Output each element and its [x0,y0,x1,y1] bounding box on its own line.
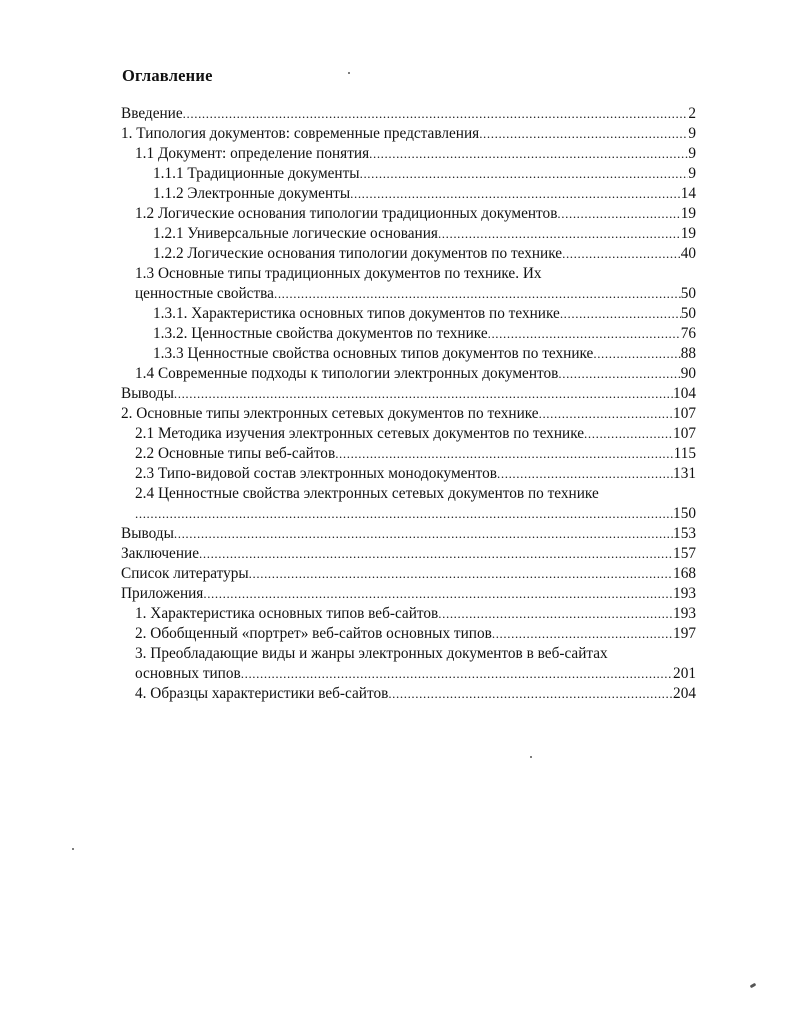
toc-entry [118,324,696,344]
toc-entry-page: 204 [673,685,696,702]
toc-leader-dots [174,384,673,404]
toc-entry [118,664,696,684]
toc-entry-title: 2. Обобщенный «портрет» веб-сайтов основных типов [135,625,492,642]
toc-entry-page: 193 [673,585,696,602]
toc-entry-page: 157 [673,545,696,562]
toc-entry-page: 201 [673,665,696,682]
toc-entry [118,364,696,384]
toc-leader-dots [241,664,673,684]
toc-entry-title: Выводы [121,525,174,542]
toc-entry [118,604,696,624]
toc-entry-title: 2. Основные типы электронных сетевых документов по технике [121,405,539,422]
toc-leader-dots [438,604,673,624]
toc-entry-page: 19 [680,225,696,242]
toc-entry-page: 90 [680,365,696,382]
toc-leader-dots [497,464,673,484]
toc-entry-page: 9 [688,145,696,162]
toc-leader-dots [335,444,673,464]
toc-entry [118,104,696,124]
toc-entry-title-line1: 2.4 Ценностные свойства электронных сетевых документов по технике [135,485,599,502]
toc-leader-dots [203,584,673,604]
toc-leader-dots [488,324,681,344]
toc-entry [118,144,696,164]
toc-entry-title: 1.2.2 Логические основания типологии документов по технике [153,245,563,262]
toc-entry-title: 1.1.1 Традиционные документы [153,165,360,182]
toc-entry [118,184,696,204]
toc-entry [118,584,696,604]
toc-entry-title: Заключение [121,545,200,562]
toc-entry-page: 19 [680,205,696,222]
toc-entry-page: 131 [673,465,696,482]
toc-leader-dots [557,204,680,224]
scan-speck [348,72,350,74]
toc-entry-page: 168 [673,565,696,582]
toc-entry [118,204,696,224]
toc-entry-page: 150 [673,505,696,522]
toc-entry [118,124,696,144]
scan-speck [750,983,757,989]
toc-entry-page: 104 [673,385,696,402]
toc-entry-page: 76 [680,325,696,342]
toc-entry-title-line1: 1.3 Основные типы традиционных документов по технике. Их [135,265,542,282]
toc-entry-page: 50 [680,305,696,322]
toc-entry-title: 1.3.2. Ценностные свойства документов по технике [153,325,488,342]
toc-entry [118,244,696,264]
toc-entry [118,464,696,484]
toc-entry [118,344,696,364]
toc-entry-page: 88 [680,345,696,362]
toc-entry-title: 2.3 Типо-видовой состав электронных монодокументов [135,465,498,482]
toc-entry-page: 193 [673,605,696,622]
toc-entry [118,304,696,324]
toc-entry-title: Введение [121,105,183,122]
toc-entry-title: 2.2 Основные типы веб-сайтов [135,445,336,462]
toc-leader-dots [388,684,673,704]
toc-entry-page: 50 [680,285,696,302]
toc-leader-dots [350,184,681,204]
toc-entry [118,424,696,444]
toc-leader-dots [584,424,673,444]
toc-entry-title: Список литературы [121,565,249,582]
toc-entry-title: 1. Характеристика основных типов веб-сайтов [135,605,439,622]
toc-leader-dots [479,124,688,144]
toc-entry-title: 1.1 Документ: определение понятия [135,145,370,162]
toc-entry-title: 1.2 Логические основания типологии традиционных документов [135,205,558,222]
toc-entry [118,524,696,544]
toc-heading: Оглавление [122,66,213,85]
toc-entry-page: 153 [673,525,696,542]
toc-entry-title: ценностные свойства [135,285,274,302]
toc-entry [118,624,696,644]
toc-entry-page: 9 [688,125,696,142]
toc-leader-dots [593,344,680,364]
toc-leader-dots [199,544,673,564]
toc-leader-dots [558,364,680,384]
toc-entry [118,384,696,404]
toc-entry [118,504,696,524]
toc-leader-dots [560,304,681,324]
toc-entry-page: 9 [688,165,696,182]
toc-entry [118,444,696,464]
toc-entry-title: 1.4 Современные подходы к типологии электронных документов [135,365,559,382]
toc-leader-dots [183,104,689,124]
toc-leader-dots [438,224,681,244]
toc-leader-dots [539,404,673,424]
toc-entry-title: 1.1.2 Электронные документы [153,185,351,202]
toc-leader-dots [274,284,681,304]
toc-entry-title: Приложения [121,585,204,602]
toc-entry [118,684,696,704]
toc-entry-title: основных типов [135,665,241,682]
toc-entry-page: 107 [673,425,696,442]
toc-entry [118,404,696,424]
scan-speck [530,756,532,758]
toc-entry-title: 1. Типология документов: современные представления [121,125,480,142]
toc-entry-title: 1.2.1 Универсальные логические основания [153,225,438,242]
toc-entry [118,224,696,244]
toc-entry-title: 4. Образцы характеристики веб-сайтов [135,685,389,702]
toc-leader-dots [174,524,673,544]
toc-entry-page: 14 [680,185,696,202]
toc-entry [118,284,696,304]
toc-entry [118,164,696,184]
toc-entry-page: 115 [673,445,696,462]
toc-entry-title: 1.3.1. Характеристика основных типов документов по технике [153,305,560,322]
toc-leader-dots [369,144,688,164]
toc-entry-title: 2.1 Методика изучения электронных сетевых документов по технике [135,425,585,442]
table-of-contents [118,104,696,704]
toc-entry-title-line1: 3. Преобладающие виды и жанры электронных документов в веб-сайтах [135,645,608,662]
toc-leader-dots [492,624,673,644]
toc-leader-dots [562,244,681,264]
toc-entry-page: 107 [673,405,696,422]
toc-leader-dots [360,164,689,184]
toc-entry [118,564,696,584]
toc-entry-page: 2 [688,105,696,122]
toc-entry-title: 1.3.3 Ценностные свойства основных типов документов по технике [153,345,594,362]
toc-leader-dots [249,564,673,584]
toc-entry-page: 197 [673,625,696,642]
scan-speck [72,848,74,850]
toc-entry-title: Выводы [121,385,174,402]
toc-entry [118,544,696,564]
toc-entry-page: 40 [680,245,696,262]
toc-leader-dots [135,504,673,524]
